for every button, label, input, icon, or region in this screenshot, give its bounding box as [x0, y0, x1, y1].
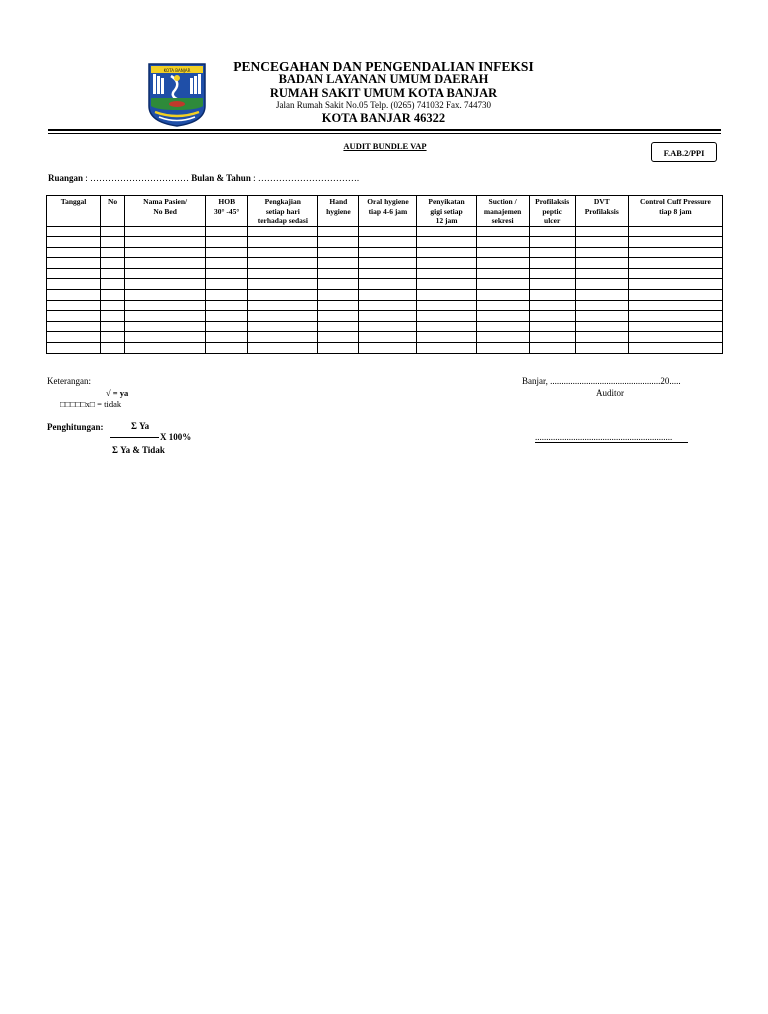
table-cell[interactable] [248, 247, 318, 258]
column-header: Nama Pasien/ No Bed [125, 196, 206, 227]
table-row [47, 343, 723, 354]
table-cell[interactable] [47, 332, 101, 343]
table-cell[interactable] [101, 237, 125, 248]
table-cell[interactable] [575, 290, 628, 301]
table-cell[interactable] [575, 343, 628, 354]
table-cell[interactable] [529, 258, 575, 269]
calc-numerator: Σ Ya [131, 421, 150, 431]
table-cell[interactable] [359, 332, 417, 343]
table-cell[interactable] [206, 247, 248, 258]
table-cell[interactable] [47, 226, 101, 237]
table-cell[interactable] [476, 321, 529, 332]
table-cell[interactable] [628, 247, 722, 258]
table-cell[interactable] [575, 247, 628, 258]
table-cell[interactable] [359, 343, 417, 354]
legend-yes: √ = ya [106, 388, 129, 398]
table-cell[interactable] [529, 343, 575, 354]
table-cell[interactable] [529, 247, 575, 258]
table-cell[interactable] [125, 311, 206, 322]
table-cell[interactable] [47, 258, 101, 269]
column-header: Control Cuff Pressure tiap 8 jam [628, 196, 722, 227]
table-cell[interactable] [125, 258, 206, 269]
table-cell[interactable] [575, 226, 628, 237]
table-cell[interactable] [318, 321, 359, 332]
table-cell[interactable] [101, 247, 125, 258]
table-cell[interactable] [628, 332, 722, 343]
table-cell[interactable] [359, 300, 417, 311]
table-cell[interactable] [206, 226, 248, 237]
table-cell[interactable] [359, 247, 417, 258]
table-cell[interactable] [318, 268, 359, 279]
table-cell[interactable] [575, 321, 628, 332]
table-cell[interactable] [529, 279, 575, 290]
table-cell[interactable] [575, 268, 628, 279]
room-period-line [48, 173, 359, 183]
table-cell[interactable] [125, 343, 206, 354]
column-header: Penyikatan gigi setiap 12 jam [417, 196, 476, 227]
table-cell[interactable] [101, 268, 125, 279]
table-cell[interactable] [529, 311, 575, 322]
table-cell[interactable] [359, 268, 417, 279]
table-cell[interactable] [417, 268, 476, 279]
calc-fraction-bar [110, 437, 159, 438]
table-cell[interactable] [206, 258, 248, 269]
table-cell[interactable] [125, 268, 206, 279]
table-cell[interactable] [125, 226, 206, 237]
table-cell[interactable] [529, 226, 575, 237]
table-cell[interactable] [476, 290, 529, 301]
table-cell[interactable] [248, 332, 318, 343]
table-cell[interactable] [575, 279, 628, 290]
table-cell[interactable] [101, 279, 125, 290]
table-cell[interactable] [476, 343, 529, 354]
signature-line [535, 442, 688, 443]
form-title: AUDIT BUNDLE VAP [343, 141, 427, 151]
table-cell[interactable] [628, 237, 722, 248]
table-row [47, 311, 723, 322]
column-header: Pengkajian setiap hari terhadap sedasi [248, 196, 318, 227]
table-cell[interactable] [101, 300, 125, 311]
table-cell[interactable] [628, 290, 722, 301]
table-cell[interactable] [125, 300, 206, 311]
table-cell[interactable] [206, 343, 248, 354]
table-cell[interactable] [476, 226, 529, 237]
table-cell[interactable] [476, 300, 529, 311]
table-cell[interactable] [248, 290, 318, 301]
calc-colon: : [100, 422, 104, 432]
letterhead-city: KOTA BANJAR 46322 [321, 111, 446, 125]
table-cell[interactable] [47, 300, 101, 311]
table-cell[interactable] [318, 279, 359, 290]
table-cell[interactable] [359, 279, 417, 290]
table-cell[interactable] [628, 279, 722, 290]
table-row [47, 268, 723, 279]
svg-text:KOTA BANJAR: KOTA BANJAR [163, 68, 191, 73]
column-header: Hand hygiene [318, 196, 359, 227]
table-cell[interactable] [318, 300, 359, 311]
table-row [47, 258, 723, 269]
table-row [47, 332, 723, 343]
table-row [47, 247, 723, 258]
table-cell[interactable] [318, 343, 359, 354]
column-header: Tanggal [47, 196, 101, 227]
table-cell[interactable] [318, 247, 359, 258]
table-cell[interactable] [248, 268, 318, 279]
table-cell[interactable] [47, 311, 101, 322]
table-cell[interactable] [47, 247, 101, 258]
table-cell[interactable] [628, 300, 722, 311]
table-cell[interactable] [417, 247, 476, 258]
place-date-line[interactable]: Banjar, .................................................20..... [522, 376, 681, 386]
calc-label [47, 422, 104, 432]
table-cell[interactable] [101, 226, 125, 237]
table-cell[interactable] [248, 226, 318, 237]
table-cell[interactable] [248, 311, 318, 322]
table-cell[interactable] [628, 311, 722, 322]
table-cell[interactable] [47, 321, 101, 332]
table-cell[interactable] [318, 258, 359, 269]
letterhead-agency: BADAN LAYANAN UMUM DAERAH [278, 72, 489, 86]
table-cell[interactable] [248, 258, 318, 269]
letterhead-title: PENCEGAHAN DAN PENGENDALIAN INFEKSI [233, 59, 534, 74]
table-cell[interactable] [101, 258, 125, 269]
table-cell[interactable] [529, 237, 575, 248]
table-row [47, 226, 723, 237]
header-rule-thick [48, 129, 721, 131]
table-cell[interactable] [206, 311, 248, 322]
table-cell[interactable] [417, 321, 476, 332]
table-cell[interactable] [476, 237, 529, 248]
table-header-row [47, 196, 723, 227]
table-cell[interactable] [575, 311, 628, 322]
table-cell[interactable] [206, 237, 248, 248]
table-cell[interactable] [359, 226, 417, 237]
table-cell[interactable] [101, 321, 125, 332]
table-cell[interactable] [318, 332, 359, 343]
table-row [47, 300, 723, 311]
table-cell[interactable] [359, 237, 417, 248]
column-header: Suction / manajemen sekresi [476, 196, 529, 227]
table-cell[interactable] [125, 332, 206, 343]
room-value[interactable]: : …………………………… [83, 173, 192, 183]
header-rule-thin [48, 133, 721, 134]
room-label: Ruangan [48, 173, 84, 183]
table-cell[interactable] [206, 268, 248, 279]
table-cell[interactable] [206, 290, 248, 301]
signature-dots[interactable]: ............................................................. [535, 432, 673, 442]
table-cell[interactable] [417, 290, 476, 301]
table-cell[interactable] [47, 279, 101, 290]
column-header: Oral hygiene tiap 4-6 jam [359, 196, 417, 227]
table-cell[interactable] [417, 237, 476, 248]
table-cell[interactable] [529, 300, 575, 311]
table-cell[interactable] [628, 258, 722, 269]
table-cell[interactable] [575, 237, 628, 248]
table-cell[interactable] [359, 311, 417, 322]
table-cell[interactable] [248, 321, 318, 332]
table-cell[interactable] [206, 279, 248, 290]
table-row [47, 321, 723, 332]
table-cell[interactable] [529, 268, 575, 279]
legend-label: Keterangan: [47, 376, 91, 386]
table-body [47, 226, 723, 353]
table-cell[interactable] [417, 258, 476, 269]
table-cell[interactable] [248, 237, 318, 248]
table-cell[interactable] [476, 268, 529, 279]
table-cell[interactable] [318, 237, 359, 248]
table-cell[interactable] [125, 290, 206, 301]
table-cell[interactable] [476, 247, 529, 258]
table-cell[interactable] [101, 343, 125, 354]
table-cell[interactable] [417, 332, 476, 343]
table-cell[interactable] [125, 279, 206, 290]
table-cell[interactable] [47, 268, 101, 279]
letterhead-address: Jalan Rumah Sakit No.05 Telp. (0265) 741032 Fax. 744730 [276, 100, 491, 110]
table-cell[interactable] [125, 247, 206, 258]
table-cell[interactable] [529, 321, 575, 332]
table-cell[interactable] [417, 311, 476, 322]
column-header: HOB 30° -45° [206, 196, 248, 227]
table-cell[interactable] [318, 311, 359, 322]
table-row [47, 279, 723, 290]
table-cell[interactable] [47, 290, 101, 301]
table-cell[interactable] [47, 237, 101, 248]
auditor-label: Auditor [596, 388, 624, 398]
table-cell[interactable] [476, 258, 529, 269]
table-cell[interactable] [529, 332, 575, 343]
table-cell[interactable] [101, 332, 125, 343]
table-cell[interactable] [248, 279, 318, 290]
column-header: Profilaksis peptic ulcer [529, 196, 575, 227]
table-cell[interactable] [318, 290, 359, 301]
table-cell[interactable] [47, 343, 101, 354]
table-cell[interactable] [575, 258, 628, 269]
table-cell[interactable] [417, 226, 476, 237]
calc-multiplier: X 100% [160, 432, 192, 442]
table-cell[interactable] [125, 237, 206, 248]
column-header: No [101, 196, 125, 227]
table-cell[interactable] [476, 332, 529, 343]
legend-no: □□□□□x□ = tidak [60, 399, 122, 409]
audit-table [46, 195, 723, 354]
table-cell[interactable] [417, 300, 476, 311]
table-cell[interactable] [206, 332, 248, 343]
calc-denominator: Σ Ya & Tidak [112, 445, 165, 455]
period-label: Bulan & Tahun [191, 173, 251, 183]
table-cell[interactable] [101, 290, 125, 301]
letterhead-hospital: RUMAH SAKIT UMUM KOTA BANJAR [269, 86, 498, 100]
table-cell[interactable] [628, 343, 722, 354]
table-cell[interactable] [529, 290, 575, 301]
table-cell[interactable] [318, 226, 359, 237]
table-cell[interactable] [206, 321, 248, 332]
table-cell[interactable] [628, 226, 722, 237]
table-cell[interactable] [476, 311, 529, 322]
table-cell[interactable] [476, 279, 529, 290]
period-value[interactable]: : ……………………………. [250, 173, 360, 183]
calc-label-text: Penghitungan [47, 422, 101, 432]
table-row [47, 237, 723, 248]
table-cell[interactable] [359, 258, 417, 269]
form-code-box: F.AB.2/PPI [651, 142, 717, 162]
table-cell[interactable] [248, 300, 318, 311]
column-header: DVT Profilaksis [575, 196, 628, 227]
table-cell[interactable] [628, 268, 722, 279]
table-cell[interactable] [359, 290, 417, 301]
table-cell[interactable] [101, 311, 125, 322]
table-cell[interactable] [575, 332, 628, 343]
table-cell[interactable] [248, 343, 318, 354]
table-cell[interactable] [359, 321, 417, 332]
table-cell[interactable] [125, 321, 206, 332]
table-cell[interactable] [417, 279, 476, 290]
table-row [47, 290, 723, 301]
table-cell[interactable] [417, 343, 476, 354]
table-cell[interactable] [206, 300, 248, 311]
table-cell[interactable] [575, 300, 628, 311]
table-cell[interactable] [628, 321, 722, 332]
